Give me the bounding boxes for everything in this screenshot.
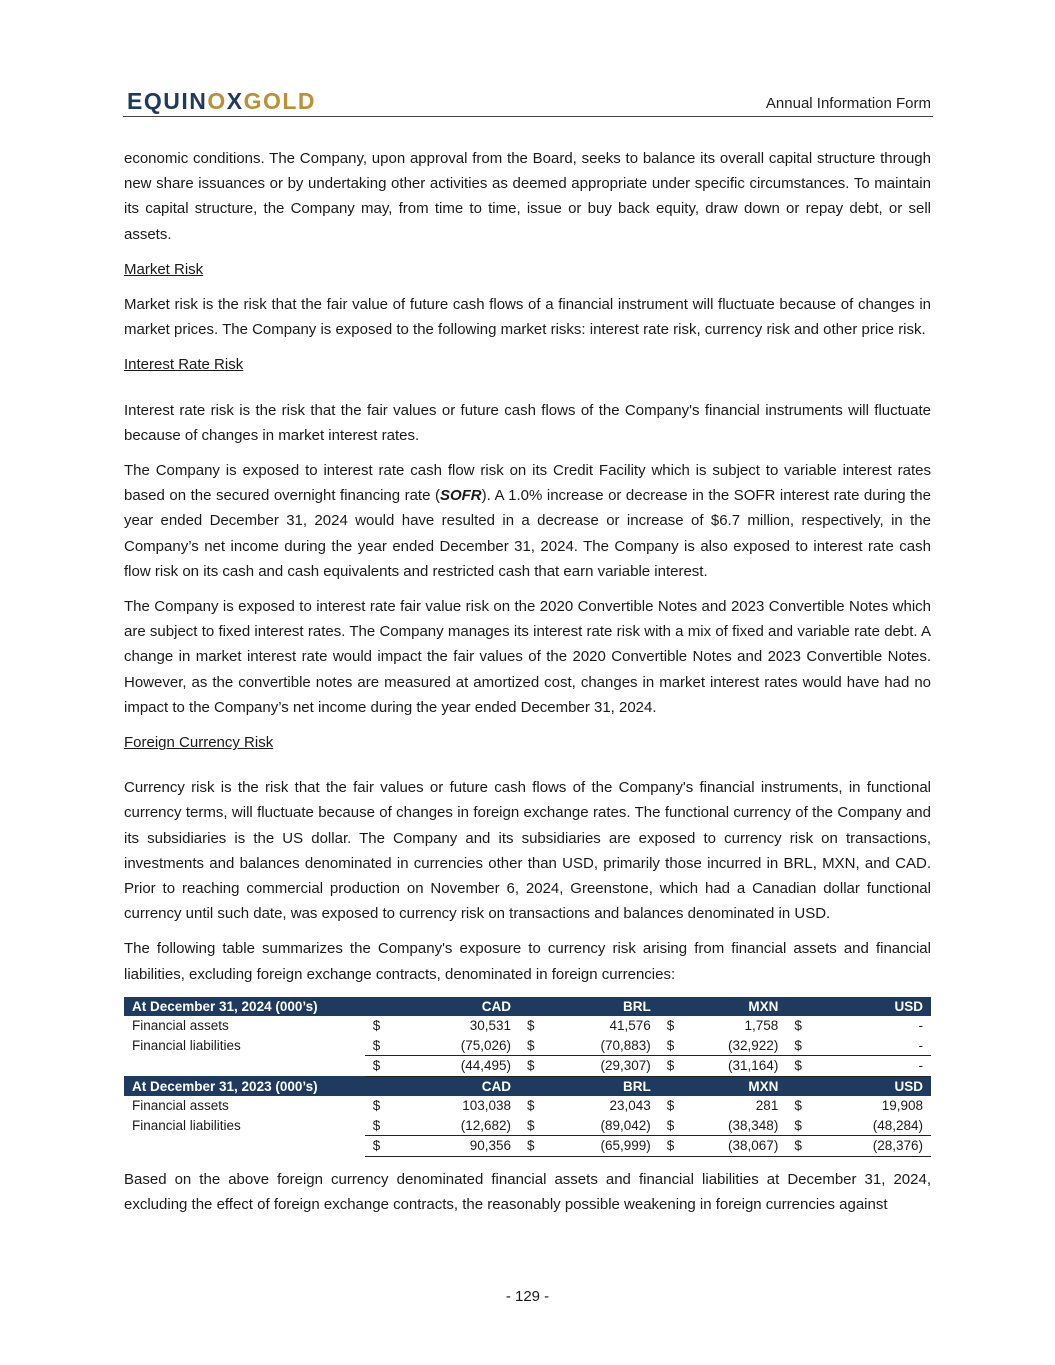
table-row — [124, 1036, 931, 1056]
currency-symbol: $ — [794, 1037, 802, 1053]
table-cell-value: - — [918, 1018, 923, 1034]
paragraph-market-risk: Market risk is the risk that the fair value of future cash flows of a financial instrument will fluctuate because of changes in market prices. The Company is exposed to the following market risks: interest rate risk, currency risk and other price risk. — [124, 296, 931, 339]
equinox-gold-logo: EQUINOXGOLD — [127, 88, 317, 114]
paragraph-currency-risk: Currency risk is the risk that the fair values or future cash flows of the Company's financial instruments, in functional currency terms, will fluctuate because of changes in foreign exchange rates. The functional currency of the Company and its subsidiaries is the US dollar. The Company and its subsidiaries are exposed to currency risk on transactions, investments and balances denominated in currencies other than USD, primarily those incurred in BRL, MXN, and CAD. Prior to reaching commercial production on November 6, 2024, Greenstone, which had a Canadian dollar functional currency until such date, was exposed to currency risk on transactions and balances denominated in USD. — [124, 779, 931, 923]
table-header-spacer — [519, 997, 563, 1017]
currency-symbol: $ — [527, 1018, 535, 1034]
document-title: Annual Information Form — [765, 95, 931, 112]
paragraph-sensitivity: Based on the above foreign currency denominated financial assets and financial liabilities at December 31, 2024, excluding the effect of foreign exchange contracts, the reasonably possible weakening in foreign currencies against — [124, 1170, 931, 1214]
table-total-value: (44,495) — [423, 1056, 519, 1077]
table-cell-value: (89,042) — [600, 1117, 651, 1133]
table-column-header: CAD — [423, 1076, 519, 1096]
table-total-label — [124, 1056, 365, 1077]
document-body — [124, 146, 931, 1227]
paragraph-interest-rate-fair-value: The Company is exposed to interest rate fair value risk on the 2020 Convertible Notes and 2023 Convertible Notes which are subject to fixed interest rates. The Company manages its interest rate risk with a mix of fixed and variable rate debt. A change in market interest rate would impact the fair values of the 2020 Convertible Notes and 2023 Convertible Notes. However, as the convertible notes are measured at amortized cost, changes in market interest rates would have had no impact to the Company’s net income during the year ended December 31, 2024. — [124, 598, 931, 716]
currency-symbol: $ — [519, 1136, 563, 1157]
table-column-header: CAD — [423, 997, 519, 1017]
currency-symbol: $ — [794, 1018, 802, 1034]
table-row — [124, 1016, 931, 1036]
table-total-value: - — [831, 1056, 931, 1077]
table-column-header: BRL — [563, 1076, 658, 1096]
paragraph-interest-rate-definition: Interest rate risk is the risk that the fair values or future cash flows of the Company's financial instruments will fluctuate because of changes in market interest rates. — [124, 401, 931, 444]
table-cell-value: 1,758 — [744, 1018, 779, 1034]
page-number: - 129 - — [505, 1288, 550, 1305]
section-heading-market-risk: Market Risk — [124, 260, 204, 278]
table-column-header: MXN — [703, 997, 786, 1017]
currency-symbol: $ — [786, 1056, 830, 1077]
table-cell-value: 103,038 — [462, 1098, 512, 1114]
currency-symbol: $ — [794, 1098, 802, 1114]
table-total-value: (65,999) — [563, 1136, 658, 1157]
table-header-spacer — [519, 1076, 563, 1096]
currency-symbol: $ — [519, 1056, 563, 1077]
table-header-spacer — [786, 997, 830, 1017]
currency-symbol: $ — [365, 1136, 423, 1157]
table-total-row — [124, 1056, 931, 1077]
table-cell-value: (32,922) — [728, 1037, 779, 1053]
table-section-header — [124, 1076, 931, 1096]
table-section-header — [124, 997, 931, 1017]
table-total-value: (38,067) — [703, 1136, 786, 1157]
table-cell-value: 19,908 — [881, 1098, 923, 1114]
table-total-label — [124, 1136, 365, 1157]
table-column-header: MXN — [703, 1076, 786, 1096]
table-row-label: Financial assets — [132, 1098, 229, 1114]
currency-symbol: $ — [794, 1117, 802, 1133]
table-total-row — [124, 1136, 931, 1157]
table-column-header: BRL — [563, 997, 658, 1017]
table-row — [124, 1096, 931, 1116]
page-header — [123, 86, 933, 117]
currency-symbol: $ — [786, 1136, 830, 1157]
table-cell-value: (75,026) — [460, 1037, 512, 1053]
table-cell-value: 41,576 — [609, 1018, 651, 1034]
table-total-value: (29,307) — [563, 1056, 658, 1077]
currency-symbol: $ — [527, 1117, 535, 1133]
table-cell-value: 281 — [755, 1098, 779, 1114]
currency-symbol: $ — [372, 1117, 381, 1133]
table-cell-value: (48,284) — [872, 1117, 923, 1133]
section-heading-foreign-currency-risk: Foreign Currency Risk — [124, 734, 274, 752]
table-header-spacer — [365, 997, 423, 1017]
table-section-title: At December 31, 2023 (000’s) — [124, 1076, 365, 1096]
table-row-label: Financial liabilities — [132, 1118, 241, 1134]
table-cell-value: 30,531 — [469, 1018, 512, 1034]
table-row — [124, 1116, 931, 1136]
currency-symbol: $ — [666, 1037, 675, 1053]
table-row-label: Financial liabilities — [132, 1038, 241, 1054]
paragraph-table-intro: The following table summarizes the Company's exposure to currency risk arising from financial assets and financial liabilities, excluding foreign exchange contracts, denominated in foreign currencies: — [124, 940, 931, 983]
currency-symbol: $ — [659, 1056, 703, 1077]
currency-symbol: $ — [527, 1037, 535, 1053]
currency-exposure-table — [124, 997, 931, 1157]
currency-symbol: $ — [659, 1136, 703, 1157]
currency-symbol: $ — [666, 1117, 675, 1133]
table-cell-value: (12,682) — [460, 1117, 512, 1133]
currency-symbol: $ — [372, 1098, 381, 1114]
table-header-spacer — [659, 997, 703, 1017]
table-cell-value: 23,043 — [609, 1098, 651, 1114]
table-header-spacer — [786, 1076, 830, 1096]
table-header-spacer — [365, 1076, 423, 1096]
table-section-title: At December 31, 2024 (000’s) — [124, 997, 365, 1017]
table-column-header: USD — [831, 997, 931, 1017]
currency-symbol: $ — [365, 1056, 423, 1077]
currency-symbol: $ — [372, 1037, 381, 1053]
table-total-value: (28,376) — [831, 1136, 931, 1157]
table-row-label: Financial assets — [132, 1018, 229, 1034]
paragraph-interest-rate-cash-flow: The Company is exposed to interest rate cash flow risk on its Credit Facility which is subject to variable interest rates based on the secured overnight financing rate (SOFR). A 1.0% increase or decrease in the SOFR interest rate during the year ended December 31, 2024 would have resulted in a decrease or increase of $6.7 million, respectively, in the Company’s net income during the year ended December 31, 2024. The Company is also exposed to interest rate cash flow risk on its cash and cash equivalents and restricted cash that earn variable interest. — [124, 462, 931, 580]
table-total-value: (31,164) — [703, 1056, 786, 1077]
table-header-spacer — [659, 1076, 703, 1096]
table-total-value: 90,356 — [423, 1136, 519, 1157]
currency-symbol: $ — [372, 1018, 381, 1034]
currency-symbol: $ — [666, 1018, 675, 1034]
paragraph-capital-structure: economic conditions. The Company, upon approval from the Board, seeks to balance its overall capital structure through new share issuances or by undertaking other activities as deemed appropriate under specific circumstances. To maintain its capital structure, the Company may, from time to time, issue or buy back equity, draw down or repay debt, or sell assets. — [124, 150, 931, 243]
currency-symbol: $ — [527, 1098, 535, 1114]
table-cell-value: (70,883) — [600, 1037, 651, 1053]
currency-symbol: $ — [666, 1098, 675, 1114]
table-column-header: USD — [831, 1076, 931, 1096]
table-cell-value: - — [918, 1037, 923, 1053]
section-heading-interest-rate-risk: Interest Rate Risk — [124, 356, 244, 374]
table-cell-value: (38,348) — [728, 1117, 779, 1133]
